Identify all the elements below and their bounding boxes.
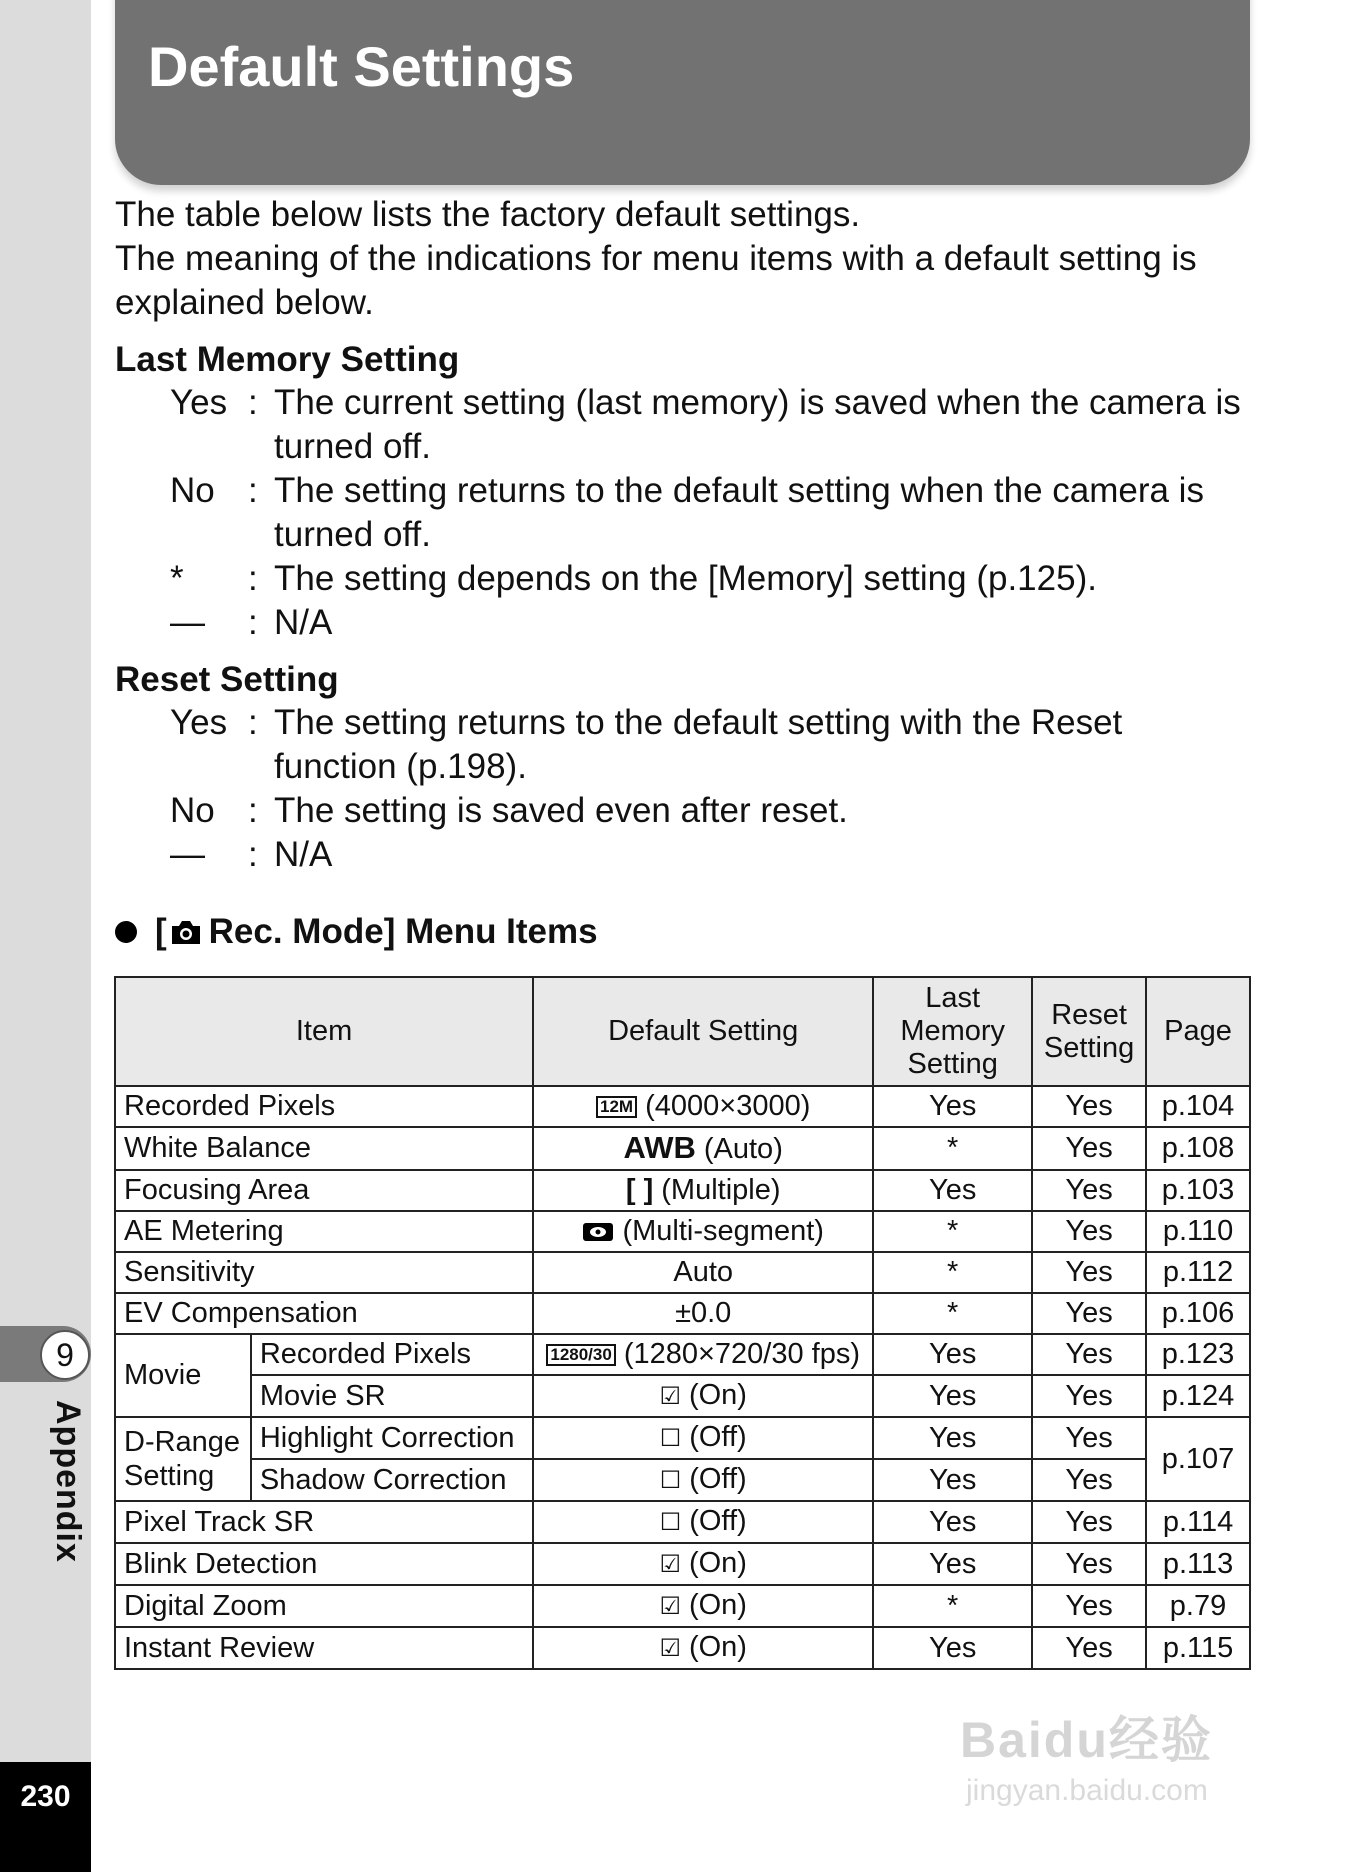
checkbox-checked-icon: ☑ — [659, 1551, 681, 1578]
cell-reset: Yes — [1032, 1627, 1146, 1669]
definition-row — [170, 469, 1250, 557]
table-row — [115, 1627, 1250, 1669]
last-memory-definitions — [170, 381, 1250, 645]
cell-item: Recorded Pixels — [115, 1086, 533, 1127]
default-value: (On) — [688, 1379, 747, 1411]
cell-memory: * — [873, 1585, 1032, 1627]
cell-reset: Yes — [1032, 1170, 1146, 1211]
definition-line: function (p.198). — [274, 747, 527, 786]
group-line: Setting — [124, 1460, 215, 1492]
chapter-number: 9 — [40, 1330, 90, 1380]
cell-memory: Yes — [873, 1086, 1032, 1127]
definition-colon: : — [248, 603, 258, 642]
definition-row — [170, 557, 1250, 601]
cell-memory: Yes — [873, 1501, 1032, 1543]
definition-description — [274, 469, 1250, 557]
group-line: D-Range — [124, 1426, 241, 1458]
cell-default — [533, 1543, 873, 1585]
definition-description — [274, 557, 1250, 601]
header-line: Reset — [1051, 998, 1127, 1031]
definition-term: Yes — [170, 703, 228, 742]
header-line: Memory — [900, 1015, 1006, 1047]
default-value: (Off) — [689, 1463, 747, 1495]
cell-item: AE Metering — [115, 1211, 533, 1252]
intro-line: The table below lists the factory default settings. — [115, 195, 861, 234]
checkbox-unchecked-icon: ☐ — [659, 1467, 682, 1494]
definition-term: — — [170, 603, 205, 642]
cell-reset: Yes — [1032, 1375, 1146, 1417]
definition-row — [170, 833, 1250, 877]
watermark-logo: Baidu经验 — [960, 1712, 1213, 1768]
definition-line: N/A — [274, 603, 333, 642]
cell-page: p.110 — [1146, 1211, 1250, 1252]
cell-page: p.112 — [1146, 1252, 1250, 1293]
cell-page: p.79 — [1146, 1585, 1250, 1627]
definition-row — [170, 601, 1250, 645]
cell-default — [533, 1417, 873, 1459]
reset-heading: Reset Setting — [115, 660, 339, 699]
cell-item: Sensitivity — [115, 1252, 533, 1293]
cell-reset: Yes — [1032, 1585, 1146, 1627]
cell-default: Auto — [533, 1252, 873, 1293]
default-value: (On) — [688, 1631, 747, 1663]
table-row — [115, 1293, 1250, 1334]
cell-reset: Yes — [1032, 1127, 1146, 1170]
default-value: (4000×3000) — [645, 1090, 811, 1122]
cell-item: Digital Zoom — [115, 1585, 533, 1627]
definition-term: No — [170, 471, 215, 510]
definition-description — [274, 701, 1250, 789]
definition-colon: : — [248, 835, 258, 874]
table-row — [115, 1501, 1250, 1543]
cell-group-movie: Movie — [115, 1334, 251, 1417]
definition-colon: : — [248, 791, 258, 830]
cell-page: p.123 — [1146, 1334, 1250, 1375]
cell-page: p.103 — [1146, 1170, 1250, 1211]
table-row — [115, 1585, 1250, 1627]
table-row — [115, 1375, 1250, 1417]
definition-line: turned off. — [274, 515, 431, 554]
cell-page: p.104 — [1146, 1086, 1250, 1127]
chapter-title: Appendix — [49, 1400, 87, 1563]
definition-colon: : — [248, 703, 258, 742]
checkbox-checked-icon: ☑ — [659, 1635, 681, 1662]
cell-item: Pixel Track SR — [115, 1501, 533, 1543]
cell-memory: * — [873, 1211, 1032, 1252]
cell-memory: * — [873, 1293, 1032, 1334]
definition-row — [170, 381, 1250, 469]
cell-item: Movie SR — [251, 1375, 533, 1417]
default-value: (On) — [688, 1547, 747, 1579]
definition-row — [170, 701, 1250, 789]
cell-reset: Yes — [1032, 1417, 1146, 1459]
cell-item: Instant Review — [115, 1627, 533, 1669]
cell-page: p.115 — [1146, 1627, 1250, 1669]
watermark-url: jingyan.baidu.com — [966, 1774, 1208, 1807]
table-row — [115, 1170, 1250, 1211]
definition-line: The current setting (last memory) is saved when the camera is — [274, 383, 1241, 422]
cell-page: p.108 — [1146, 1127, 1250, 1170]
menu-items-title: Rec. Mode] Menu Items — [208, 912, 598, 951]
definition-term: No — [170, 791, 215, 830]
cell-memory: Yes — [873, 1334, 1032, 1375]
cell-default — [533, 1170, 873, 1211]
definition-colon: : — [248, 559, 258, 598]
cell-default — [533, 1086, 873, 1127]
header-reset — [1032, 977, 1146, 1086]
cell-page: p.124 — [1146, 1375, 1250, 1417]
multiple-af-icon: [ ] — [625, 1174, 654, 1206]
table-row — [115, 1086, 1250, 1127]
checkbox-unchecked-icon: ☐ — [659, 1509, 682, 1536]
header-page: Page — [1146, 977, 1250, 1086]
multi-segment-metering-icon — [582, 1222, 614, 1242]
reset-definitions — [170, 701, 1250, 877]
default-value: (Multi-segment) — [622, 1215, 824, 1247]
definition-term: * — [170, 559, 184, 598]
definition-colon: : — [248, 471, 258, 510]
cell-reset: Yes — [1032, 1334, 1146, 1375]
table-row — [115, 1252, 1250, 1293]
page-title: Default Settings — [148, 35, 575, 98]
cell-default: ±0.0 — [533, 1293, 873, 1334]
definition-line: N/A — [274, 835, 333, 874]
header-default-setting: Default Setting — [533, 977, 873, 1086]
cell-memory: Yes — [873, 1375, 1032, 1417]
cell-item: EV Compensation — [115, 1293, 533, 1334]
definition-line: turned off. — [274, 427, 431, 466]
definition-line: The setting is saved even after reset. — [274, 791, 848, 830]
cell-item: Blink Detection — [115, 1543, 533, 1585]
table-row — [115, 1211, 1250, 1252]
cell-item: Focusing Area — [115, 1170, 533, 1211]
default-value: (Multiple) — [661, 1174, 781, 1206]
table-row — [115, 1417, 1250, 1459]
cell-group-d-range — [115, 1417, 251, 1501]
cell-reset: Yes — [1032, 1501, 1146, 1543]
table-row — [115, 1543, 1250, 1585]
cell-page: p.113 — [1146, 1543, 1250, 1585]
cell-reset: Yes — [1032, 1211, 1146, 1252]
table-row — [115, 1334, 1250, 1375]
intro-line: The meaning of the indications for menu items with a default setting is — [115, 239, 1197, 278]
cell-reset: Yes — [1032, 1086, 1146, 1127]
camera-icon — [169, 918, 203, 946]
definition-description — [274, 601, 1250, 645]
cell-default — [533, 1375, 873, 1417]
table-row — [115, 1459, 1250, 1501]
intro-line: explained below. — [115, 283, 374, 322]
cell-reset: Yes — [1032, 1252, 1146, 1293]
cell-page: p.106 — [1146, 1293, 1250, 1334]
definition-description — [274, 789, 1250, 833]
bracket-open: [ — [155, 912, 167, 951]
cell-default — [533, 1459, 873, 1501]
default-value: (Auto) — [703, 1133, 783, 1165]
cell-memory: Yes — [873, 1543, 1032, 1585]
cell-item: Highlight Correction — [251, 1417, 533, 1459]
cell-memory: Yes — [873, 1417, 1032, 1459]
menu-items-heading — [115, 912, 598, 952]
cell-memory: Yes — [873, 1459, 1032, 1501]
definition-line: The setting returns to the default setting when the camera is — [274, 471, 1204, 510]
default-value: (Off) — [689, 1421, 747, 1453]
cell-reset: Yes — [1032, 1459, 1146, 1501]
awb-icon: AWB — [623, 1130, 696, 1165]
cell-default — [533, 1334, 873, 1375]
header-line: Setting — [1043, 1031, 1135, 1064]
header-item: Item — [115, 977, 533, 1086]
header-line: Setting — [907, 1048, 998, 1080]
last-memory-heading: Last Memory Setting — [115, 340, 460, 379]
cell-reset: Yes — [1032, 1293, 1146, 1334]
cell-page: p.107 — [1146, 1417, 1250, 1501]
definition-description — [274, 833, 1250, 877]
header-last-memory — [873, 977, 1032, 1086]
resolution-12m-icon: 12M — [596, 1096, 637, 1118]
definition-term: — — [170, 835, 205, 874]
cell-page: p.114 — [1146, 1501, 1250, 1543]
definition-colon: : — [248, 383, 258, 422]
cell-memory: Yes — [873, 1170, 1032, 1211]
cell-default — [533, 1585, 873, 1627]
checkbox-checked-icon: ☑ — [659, 1593, 681, 1620]
page-number: 230 — [0, 1762, 91, 1872]
default-value: (1280×720/30 fps) — [623, 1338, 861, 1370]
definition-term: Yes — [170, 383, 228, 422]
checkbox-unchecked-icon: ☐ — [659, 1425, 682, 1452]
movie-1280-30-icon: 1280/30 — [546, 1344, 615, 1366]
definition-line: The setting returns to the default setting with the Reset — [274, 703, 1123, 742]
side-band — [0, 0, 91, 1872]
cell-default — [533, 1127, 873, 1170]
header-line: Last — [925, 982, 981, 1014]
cell-item: White Balance — [115, 1127, 533, 1170]
definition-row — [170, 789, 1250, 833]
bullet-icon — [115, 921, 137, 943]
cell-memory: Yes — [873, 1627, 1032, 1669]
cell-memory: * — [873, 1252, 1032, 1293]
checkbox-checked-icon: ☑ — [659, 1383, 681, 1410]
definition-line: The setting depends on the [Memory] setting (p.125). — [274, 559, 1097, 598]
cell-default — [533, 1627, 873, 1669]
default-value: (Off) — [689, 1505, 747, 1537]
table-header-row — [115, 977, 1250, 1086]
cell-default — [533, 1211, 873, 1252]
cell-reset: Yes — [1032, 1543, 1146, 1585]
cell-item: Shadow Correction — [251, 1459, 533, 1501]
default-value: (On) — [688, 1589, 747, 1621]
definition-description — [274, 381, 1250, 469]
default-settings-table — [114, 976, 1251, 1670]
cell-item: Recorded Pixels — [251, 1334, 533, 1375]
table-row — [115, 1127, 1250, 1170]
intro-text — [115, 193, 1250, 325]
cell-memory: * — [873, 1127, 1032, 1170]
cell-default — [533, 1501, 873, 1543]
